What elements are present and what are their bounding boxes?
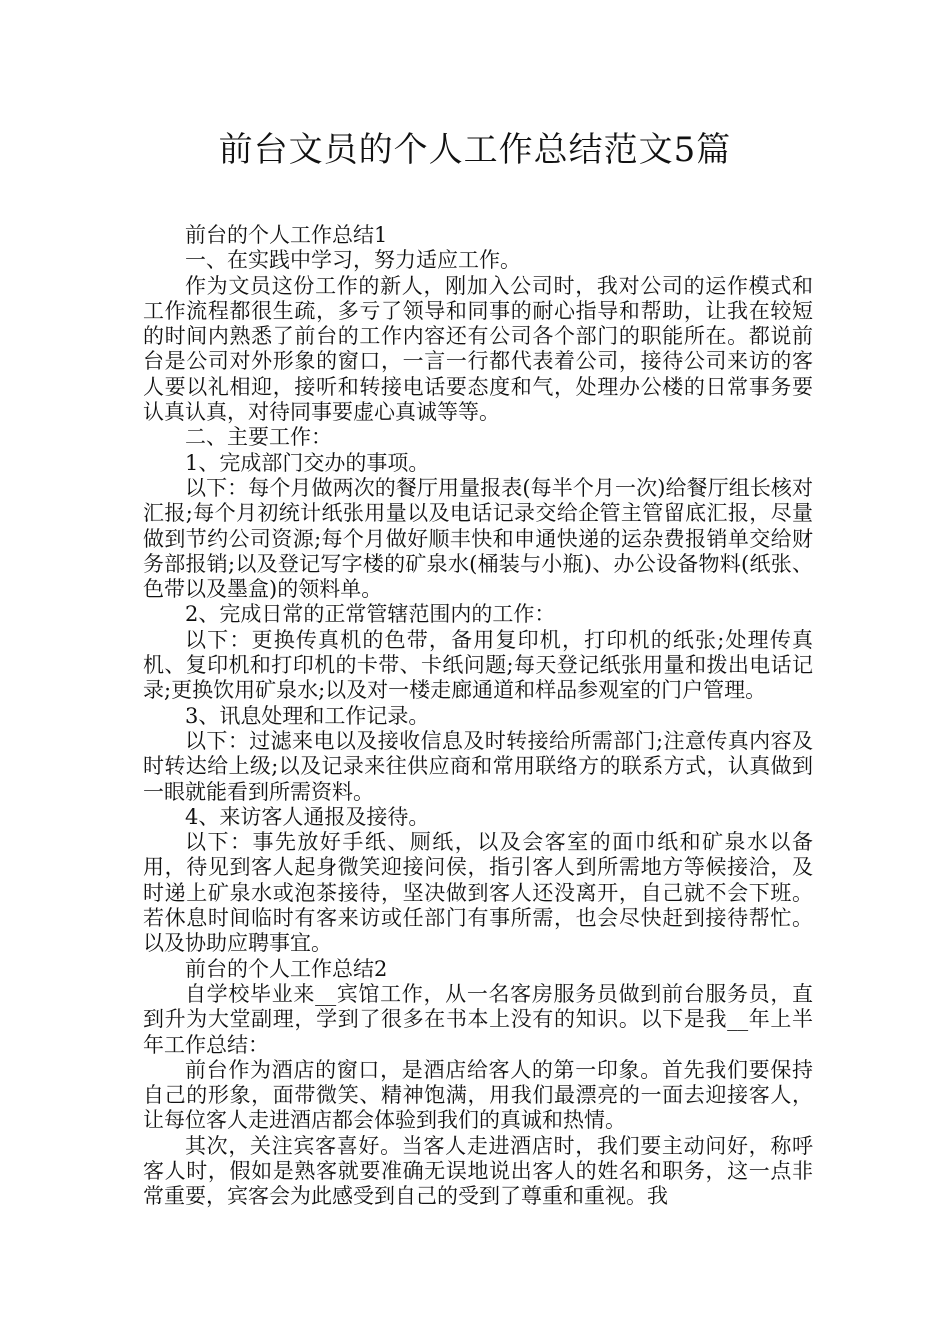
paragraph: 以下：每个月做两次的餐厅用量报表(每半个月一次)给餐厅组长核对汇报;每个月初统计纸张用量以及电话记录交给企管主管留底汇报，尽量做到节约公司资源;每个月做好顺丰快和申通快递的运杂费报销单交给财务部报销;以及登记写字楼的矿泉水(桶装与小瓶)、办公设备物料(纸张、色带以及墨盒)的领料单。	[143, 475, 813, 602]
document-title: 前台文员的个人工作总结范文5篇	[218, 130, 732, 170]
paragraph: 作为文员这份工作的新人，刚加入公司时，我对公司的运作模式和工作流程都很生疏，多亏了领导和同事的耐心指导和帮助，让我在较短的时间内熟悉了前台的工作内容还有公司各个部门的职能所在。都说前台是公司对外形象的窗口，一言一行都代表着公司，接待公司来访的客人要以礼相迎，接听和转接电话要态度和气，处理办公楼的日常事务要认真认真，对待同事要虚心真诚等等。	[143, 273, 813, 425]
paragraph: 以下：过滤来电以及接收信息及时转接给所需部门;注意传真内容及时转达给上级;以及记录来往供应商和常用联络方的联系方式，认真做到一眼就能看到所需资料。	[143, 728, 813, 804]
list-item-heading: 4、来访客人通报及接待。	[185, 804, 430, 829]
subheading: 一、在实践中学习，努力适应工作。	[185, 248, 521, 273]
paragraph: 以下：事先放好手纸、厕纸，以及会客室的面巾纸和矿泉水以备用，待见到客人起身微笑迎接问侯，指引客人到所需地方等候接洽，及时递上矿泉水或泡茶接待，坚决做到客人还没离开，自己就不会下班。若休息时间临时有客来访或任部门有事所需，也会尽快赶到接待帮忙。以及协助应聘事宜。	[143, 830, 813, 956]
paragraph: 自学校毕业来__宾馆工作，从一名客房服务员做到前台服务员，直到升为大堂副理，学到了很多在书本上没有的知识。以下是我__年上半年工作总结：	[143, 981, 813, 1057]
list-item-heading: 3、讯息处理和工作记录。	[185, 703, 430, 728]
section-heading-2: 前台的个人工作总结2	[185, 956, 388, 981]
list-item-heading: 2、完成日常的正常管辖范围内的工作：	[185, 602, 556, 627]
subheading: 二、主要工作：	[185, 425, 332, 450]
document-body	[143, 223, 813, 1210]
paragraph: 前台作为酒店的窗口，是酒店给客人的第一印象。首先我们要保持自己的形象，面带微笑、精神饱满，用我们最漂亮的一面去迎接客人，让每位客人走进酒店都会体验到我们的真诚和热情。	[143, 1057, 813, 1133]
paragraph: 以下：更换传真机的色带，备用复印机，打印机的纸张;处理传真机、复印机和打印机的卡带、卡纸问题;每天登记纸张用量和拨出电话记录;更换饮用矿泉水;以及对一楼走廊通道和样品参观室的门户管理。	[143, 627, 813, 703]
list-item-heading: 1、完成部门交办的事项。	[185, 450, 430, 475]
section-heading-1: 前台的个人工作总结1	[185, 223, 388, 247]
paragraph: 其次，关注宾客喜好。当客人走进酒店时，我们要主动问好，称呼客人时，假如是熟客就要准确无误地说出客人的姓名和职务，这一点非常重要，宾客会为此感受到自己的受到了尊重和重视。我	[143, 1133, 813, 1209]
